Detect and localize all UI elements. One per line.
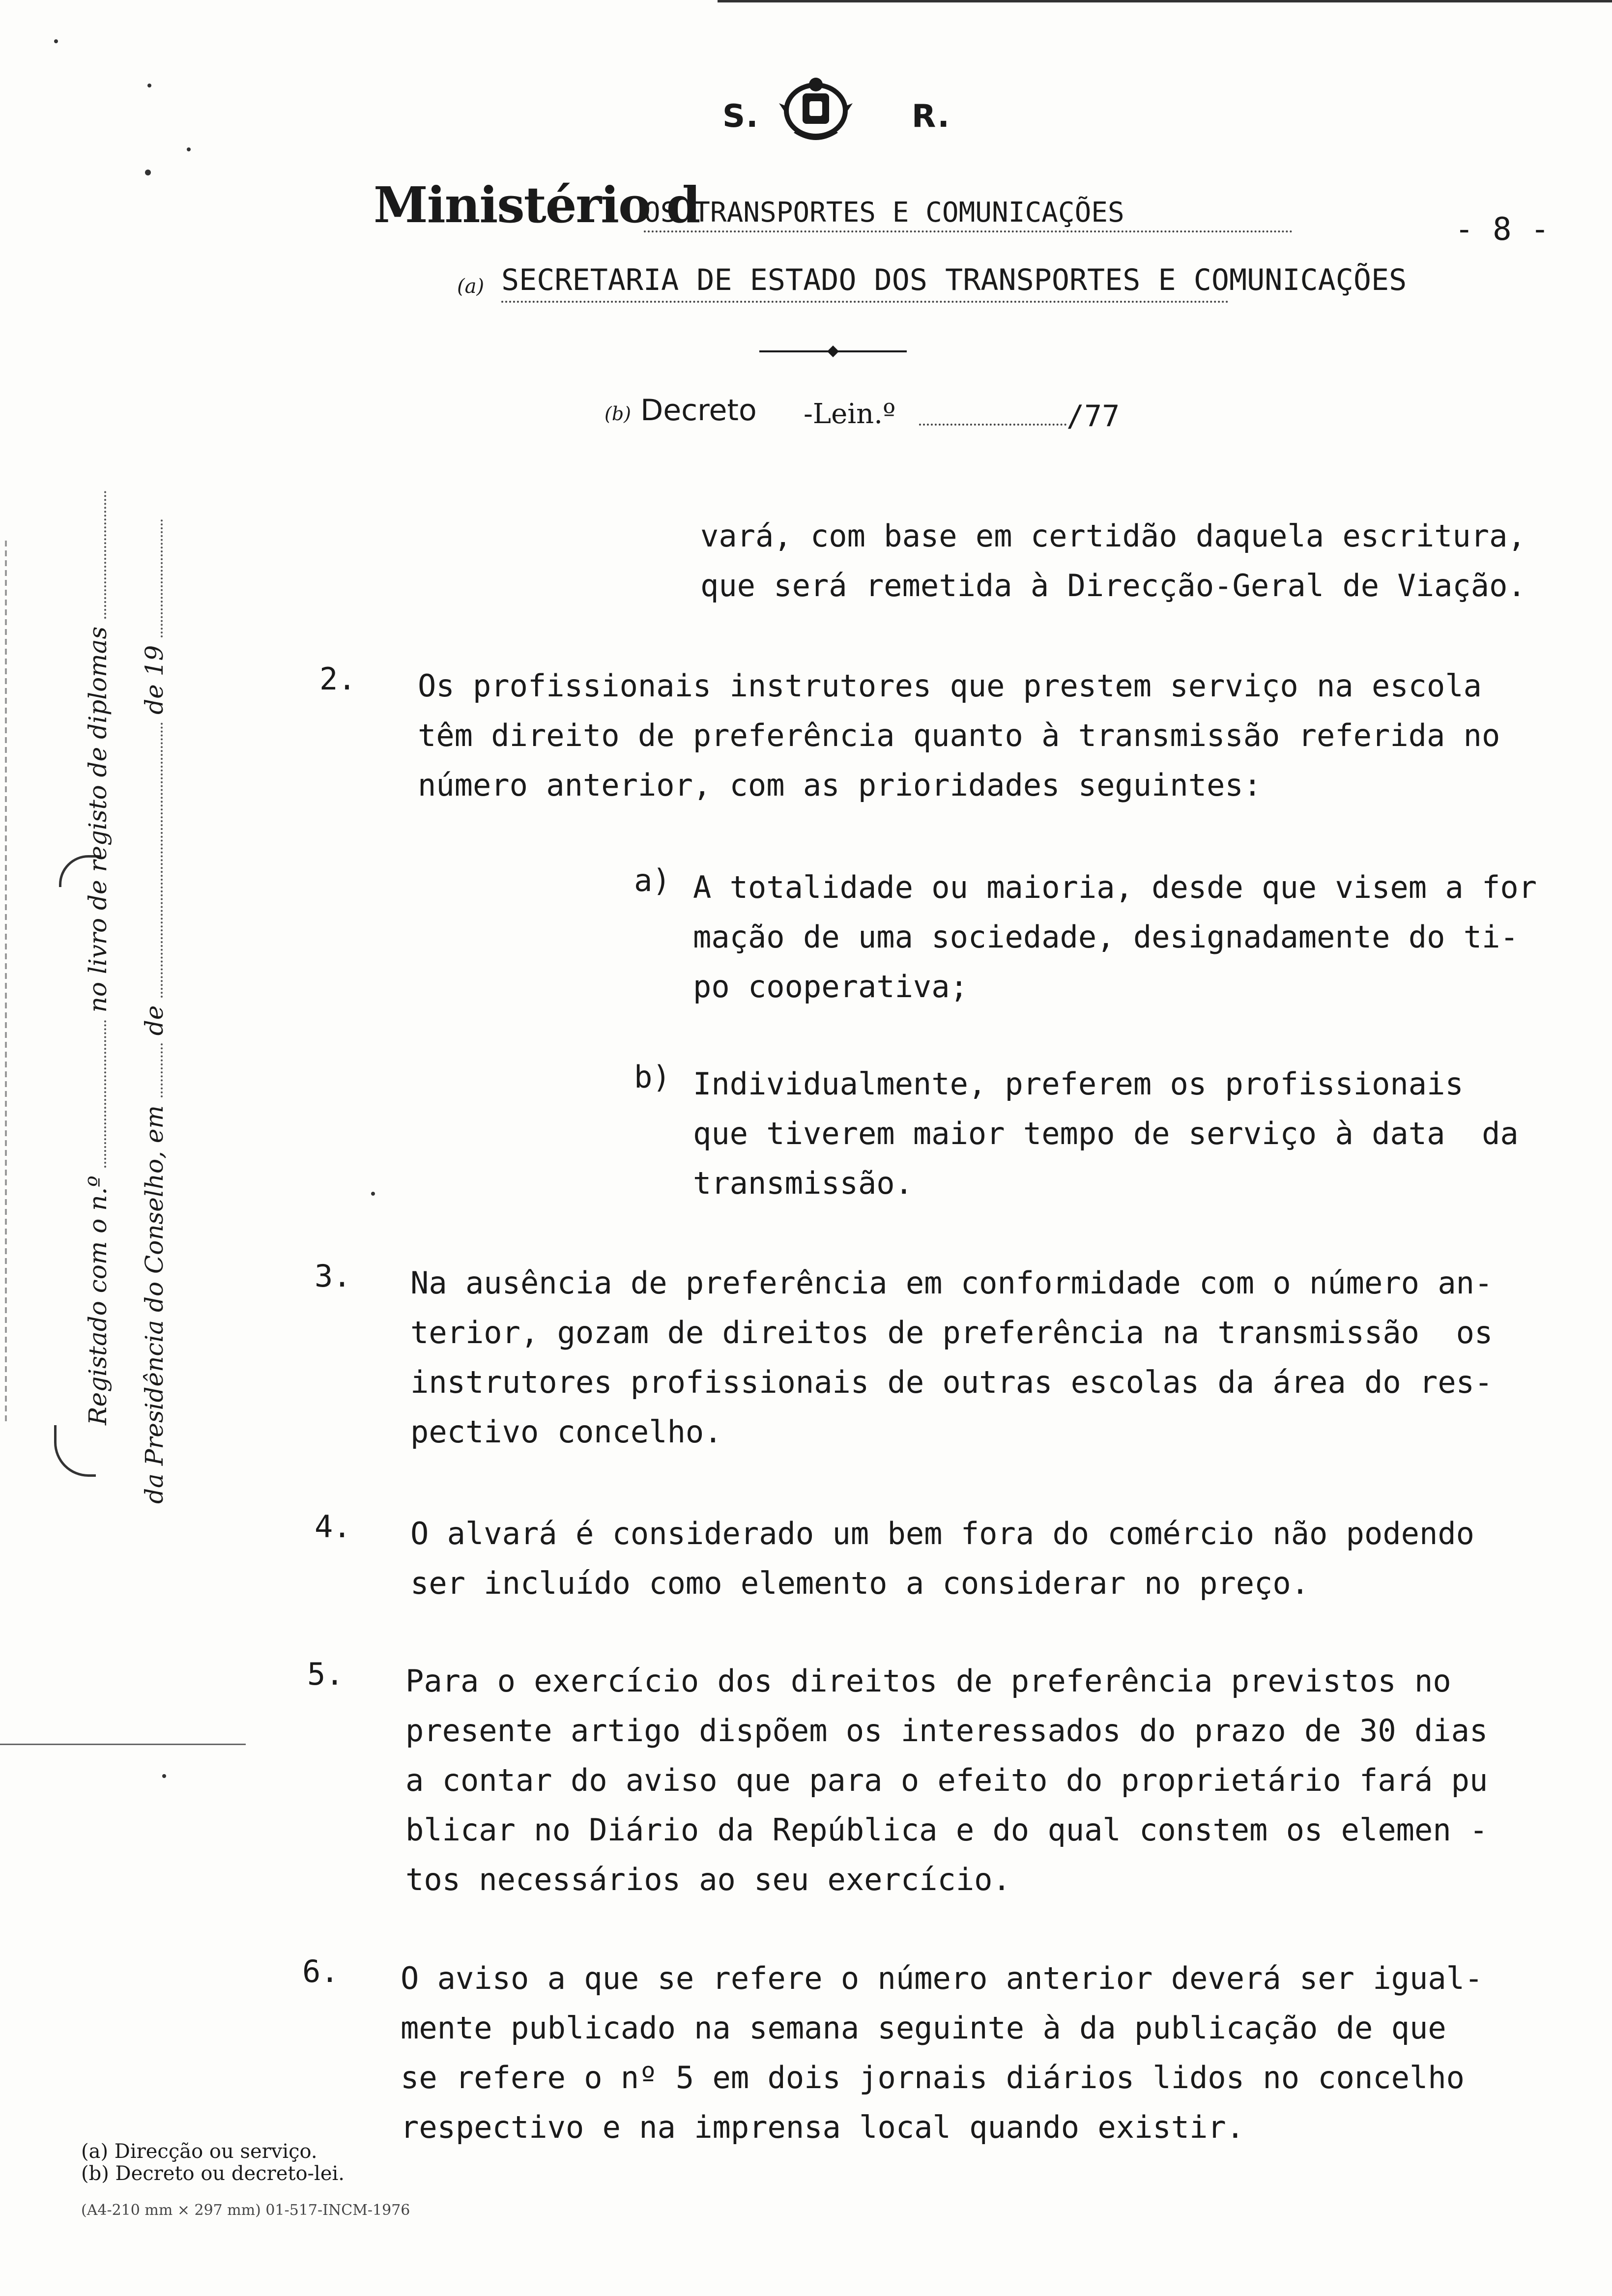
scan-speck (371, 1192, 375, 1196)
scan-speck (54, 39, 58, 43)
item-number: 2. (319, 661, 356, 697)
header-s-letter: S. (722, 98, 759, 135)
decree-label (604, 393, 757, 428)
item-number: 4. (315, 1509, 351, 1545)
registration-number-label: Registado com o n.º (84, 1176, 112, 1425)
month-blank (161, 722, 163, 998)
ministry-name: OS TRANSPORTES E COMUNICAÇÕES (644, 197, 1293, 232)
registration-note-line-2 (140, 519, 169, 1504)
registry-book-label: no livro de registo de diplomas (84, 626, 112, 1013)
item-text: Para o exercício dos direitos de preferência previstos no presente artigo dispõem os interessados do prazo de 30 dias a contar do aviso que para o efeito do proprietário fará pu blicar no Diário da República e do qual constem os elemen - tos necessários ao seu exercício. (405, 1663, 1488, 1897)
header-r-letter: R. (912, 98, 950, 135)
intro-paragraph: vará, com base em certidão daquela escritura, que será remetida à Direcção-Geral de Viação. (700, 518, 1526, 603)
item-text: O alvará é considerado um bem fora do comércio não podendo ser incluído como elemento a considerar no preço. (410, 1516, 1474, 1601)
item-text: Na ausência de preferência em conformidade com o número an- terior, gozam de direitos de preferência na transmissão os instrutores profissionais de outras escolas da área do res- pectivo concelho. (410, 1265, 1493, 1450)
decree-year: /77 (1066, 399, 1120, 433)
coat-of-arms-icon (779, 74, 853, 149)
decree-type: -Lein.º (804, 398, 896, 430)
item-number: a) (634, 862, 671, 898)
item-text: Individualmente, preferem os profissionais que tiverem maior tempo de serviço à data da transmissão. (693, 1066, 1519, 1201)
secretariat-title: SECRETARIA DE ESTADO DOS TRANSPORTES E COMUNICAÇÕES (501, 263, 1407, 297)
item-number: 6. (302, 1953, 339, 1989)
scan-speck (187, 147, 191, 151)
item-number: 5. (307, 1656, 344, 1692)
margin-perforation (5, 541, 7, 1425)
footnote-a: (a) Direcção ou serviço. (81, 2140, 317, 2163)
decree-number-dotted-line (919, 424, 1066, 426)
item-number: b) (634, 1059, 671, 1095)
registry-book-blank (104, 491, 106, 619)
decree-marker: (b) (604, 403, 631, 425)
decree-word: Decreto (640, 393, 757, 428)
margin-bracket-bottom (54, 1425, 96, 1477)
registration-number-blank (104, 1020, 106, 1168)
day-blank (161, 1043, 163, 1097)
ministry-prefix: Ministério d (374, 176, 700, 234)
item-text: A totalidade ou maioria, desde que visem a for mação de uma sociedade, designadamente do ti- po cooperativa; (693, 869, 1537, 1004)
form-code: (A4-210 mm × 297 mm) 01-517-INCM-1976 (81, 2202, 410, 2219)
presidency-date-label: da Presidência do Conselho, em (140, 1105, 169, 1504)
divider-ornament-icon (759, 344, 907, 361)
year-prefix: de 19 (140, 645, 169, 715)
footnote-b: (b) Decreto ou decreto-lei. (81, 2162, 345, 2185)
registration-note-line-1 (84, 491, 112, 1425)
scan-speck (147, 84, 151, 87)
scan-speck (145, 170, 151, 175)
scan-speck (162, 1774, 166, 1778)
year-blank (161, 519, 163, 637)
item-text: Os profissionais instrutores que prestem serviço na escola têm direito de preferência quanto à transmissão referida no número anterior, com as prioridades seguintes: (418, 668, 1500, 803)
secretariat-dotted-line (501, 301, 1229, 303)
item-text: O aviso a que se refere o número anterior deverá ser igual- mente publicado na semana seguinte à da publicação de que se refere o nº 5 em dois jornais diários lidos no concelho respectivo e na imprensa local quando existir. (401, 1960, 1483, 2145)
month-prefix: de (140, 1005, 169, 1036)
secretariat-marker: (a) (457, 275, 485, 298)
item-number: 3. (315, 1258, 351, 1294)
top-rule (718, 0, 1612, 2)
page-number: - 8 - (1455, 211, 1550, 248)
stray-scan-line (0, 1744, 246, 1745)
